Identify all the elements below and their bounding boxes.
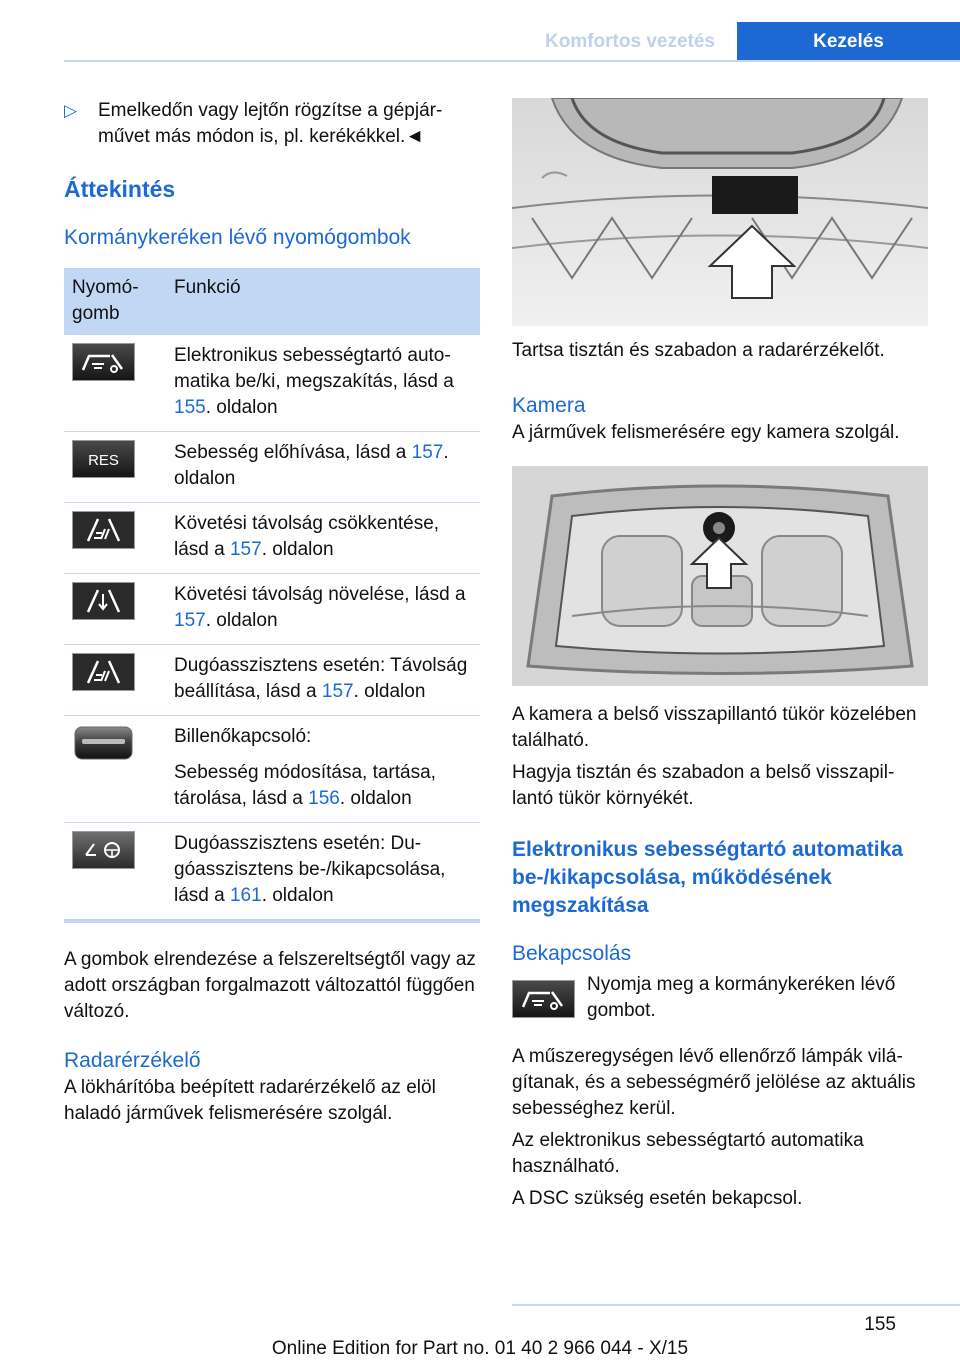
section-heading-camera: Kamera (512, 394, 586, 417)
table-row (64, 574, 480, 645)
radar-caption: Tartsa tisztán és szabadon a radarérzékelőt. (512, 340, 885, 361)
row-text: Elektronikus sebességtartó automatika be/ki, megszakítás, lásd a (174, 345, 454, 392)
table-row (64, 503, 480, 574)
distance-increase-icon (72, 582, 135, 620)
table-cell-icon (64, 716, 166, 823)
camera-keep-clean: Hagyja tisztán és szabadon a belső visszapillantó tükör környékét. (512, 762, 895, 809)
column-header-function: Funkció (166, 268, 480, 335)
table-cell-icon (64, 574, 166, 645)
table-cell-function (166, 716, 480, 823)
table-cell-function (166, 645, 480, 716)
bullet-note (64, 98, 480, 150)
rocker-switch-icon (72, 724, 135, 762)
page-link[interactable]: 157 (229, 539, 262, 560)
section-heading-overview: Áttekintés (64, 176, 176, 202)
table-row (64, 823, 480, 920)
cruise-control-icon (72, 343, 135, 381)
table-cell-function (166, 823, 480, 920)
row-text: Dugóasszisztens esetén: Dugóasszisztens be-/kikapcsolása, lásd a (174, 833, 446, 906)
camera-photo (512, 466, 928, 686)
table-cell-icon (64, 503, 166, 574)
row-text: Sebesség előhívása, lásd a (174, 442, 412, 463)
dsc-paragraph: A DSC szükség esetén bekapcsol. (512, 1188, 803, 1209)
header-chapter-tab: Kezelés (737, 22, 960, 62)
row-text-end: . oldalon (339, 788, 412, 809)
row-text-end: . oldalon (261, 885, 334, 906)
table-row (64, 645, 480, 716)
table-cell-icon (64, 823, 166, 920)
footer-rule (512, 1304, 960, 1306)
cruise-control-icon (512, 980, 575, 1018)
row-text-end: . oldalon (174, 442, 449, 489)
usable-paragraph: Az elektronikus sebességtartó automatika használható. (512, 1130, 864, 1177)
page-link[interactable]: 161 (229, 885, 262, 906)
distance-decrease-icon (72, 511, 135, 549)
camera-location: A kamera a belső visszapillantó tükör közelében található. (512, 704, 917, 751)
res-label: RES (88, 452, 119, 469)
footer-edition: Online Edition for Part no. 01 40 2 966 044 - X/15 (271, 1338, 689, 1359)
page-number: 155 (864, 1314, 896, 1335)
row-text: Követési távolság növelése, lásd a (174, 584, 466, 605)
row-text-end: . oldalon (205, 397, 278, 418)
traffic-jam-assistant-icon (72, 831, 135, 869)
table-bottom-rule (64, 919, 480, 923)
table-cell-function (166, 335, 480, 432)
row-text: Dugóasszisztens esetén: Távolság beállítása, lásd a (174, 655, 468, 702)
table-cell-icon (64, 432, 166, 503)
distance-setting-icon (72, 653, 135, 691)
section-heading-radar: Radarérzékelő (64, 1049, 201, 1072)
row-body (174, 760, 472, 812)
header-section-tab: Komfortos vezetés (545, 31, 715, 52)
header-rule (64, 60, 960, 62)
page-link[interactable]: 157 (321, 681, 354, 702)
switch-on-text: Nyomja meg a kormánykeréken lévő gombot. (587, 974, 896, 1021)
table-cell-icon (64, 645, 166, 716)
sub-heading-switch-on: Bekapcsolás (512, 942, 632, 965)
page-link[interactable]: 156 (308, 788, 340, 809)
sub-heading-buttons: Kormánykeréken lévő nyomógombok (64, 226, 411, 249)
table-row (64, 716, 480, 823)
layout-note: A gombok elrendezése a felszereltségtől vagy az adott országban forgalmazott változattól függően változó. (64, 949, 476, 1022)
table-row (64, 335, 480, 432)
table-row (64, 432, 480, 503)
page-link[interactable]: 157 (411, 442, 444, 463)
radar-sensor-photo (512, 98, 928, 326)
row-title: Billenőkapcsoló: (174, 726, 312, 747)
left-column (64, 98, 480, 1127)
res-button-icon (72, 440, 135, 478)
page-link[interactable]: 155 (174, 397, 206, 418)
table-cell-function (166, 574, 480, 645)
table-header-row (64, 268, 480, 335)
bullet-text: Emelkedőn vagy lejtőn rögzítse a gépjárművet más módon is, pl. kerékékkel.◄ (98, 100, 443, 147)
row-text-end: . oldalon (261, 539, 334, 560)
row-text: Sebesség módosítása, tartása, tárolása, lásd a (174, 762, 436, 809)
page-link[interactable]: 157 (174, 610, 206, 631)
table-cell-function (166, 503, 480, 574)
row-text-end: . oldalon (353, 681, 426, 702)
row-text-end: . oldalon (205, 610, 278, 631)
indicator-paragraph: A műszeregységen lévő ellenőrző lámpák világítanak, és a sebességmérő jelölése az aktuális sebességhez kerül. (512, 1046, 916, 1119)
switch-on-instruction (512, 972, 928, 1024)
table-cell-function (166, 432, 480, 503)
section-heading-acc: Elektronikus sebességtartó automatika be-/kikapcsolása, működésének megszakítása (512, 838, 903, 917)
row-text: Követési távolság csökkentése, lásd a (174, 513, 440, 560)
table-cell-icon (64, 335, 166, 432)
radar-description: A lökhárítóba beépített radarérzékelő az elöl haladó járművek felismerésére szolgál. (64, 1077, 436, 1124)
column-header-button: Nyomógomb (64, 268, 166, 335)
right-column (512, 98, 928, 1212)
buttons-table (64, 268, 480, 919)
camera-description: A járművek felismerésére egy kamera szolgál. (512, 422, 900, 443)
triangle-bullet-icon: ▷ (64, 101, 78, 120)
